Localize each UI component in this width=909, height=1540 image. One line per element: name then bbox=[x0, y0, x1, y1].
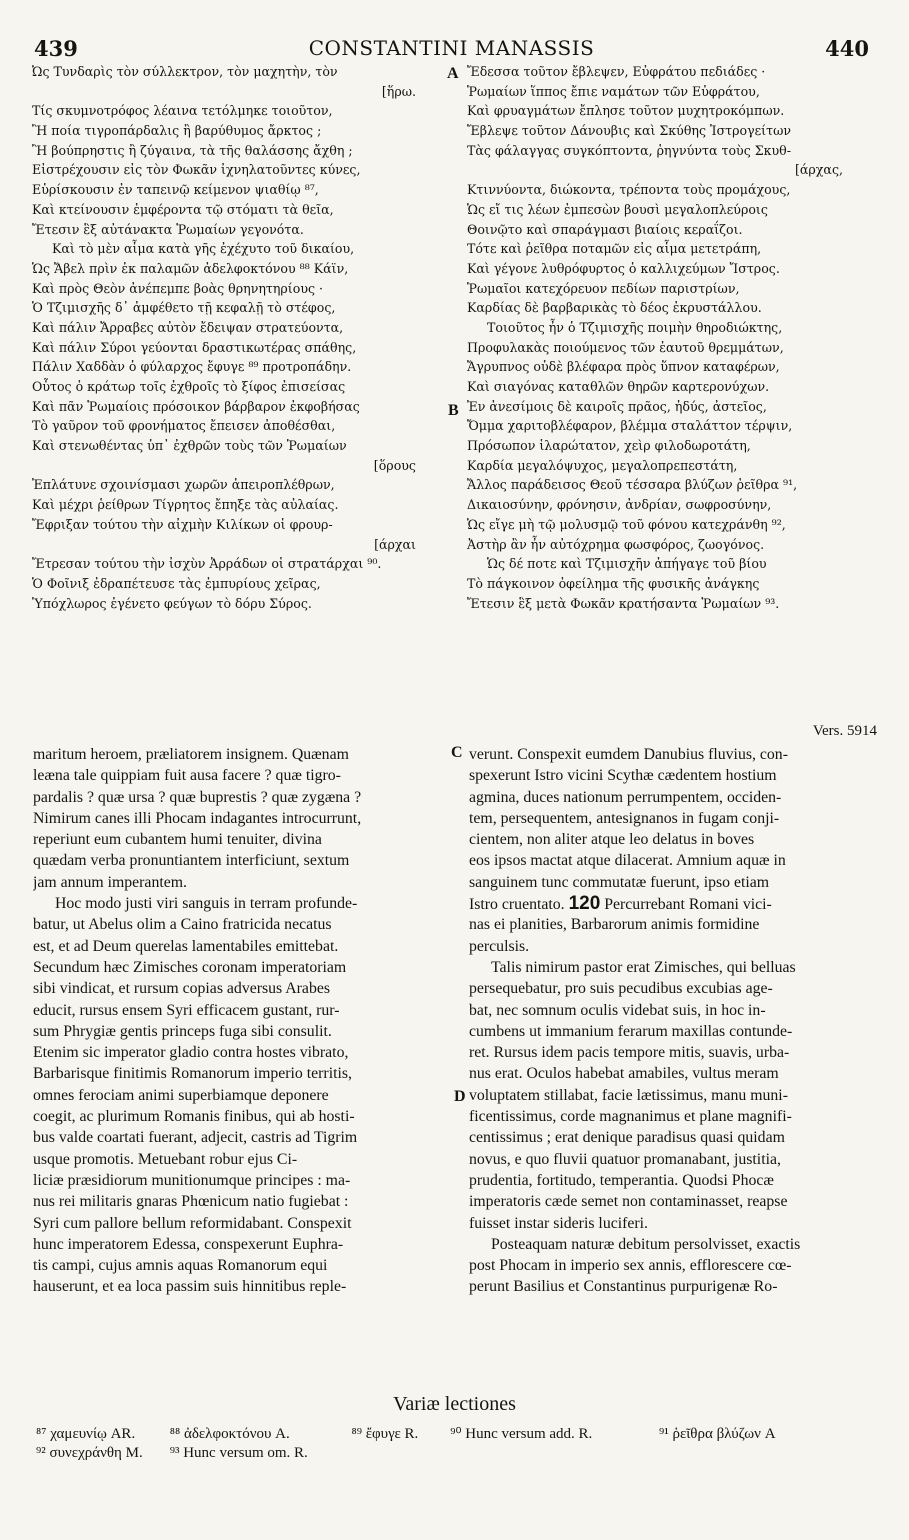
greek-line: Θοινῷτο καὶ σπαράγμασι βιαίοις κεραΐζοι. bbox=[467, 221, 743, 237]
greek-line: Καὶ πάλιν Ἄρραβες αὐτὸν ἔδειψαν στρατεύοντα, bbox=[32, 319, 344, 335]
latin-line: Talis nimirum pastor erat Zimisches, qui belluas bbox=[491, 958, 796, 976]
greek-line: Ὡς δέ ποτε καὶ Τζιμισχῆν ἀπήγαγε τοῦ βίου bbox=[487, 556, 767, 572]
greek-line: Ἔδεσσα τοῦτον ἔβλεψεν, Εὐφράτου πεδιάδες · bbox=[467, 64, 766, 79]
greek-line: Πρόσωπον ἱλαρώτατον, χεὶρ φιλοδωροτάτη, bbox=[467, 438, 751, 454]
latin-line: persequebatur, pro suis pecudibus excubias age- bbox=[469, 980, 773, 998]
latin-line: voluptatem stillabat, facie lætissimus, manu muni- bbox=[469, 1086, 788, 1104]
latin-line: nas ei planities, Barbarorum animis formidine bbox=[469, 916, 760, 934]
greek-line: Πάλιν Χαδδὰν ὁ φύλαρχος ἔφυγε ⁸⁹ προτροπάδην. bbox=[32, 359, 352, 375]
greek-line: Οὗτος ὁ κράτωρ τοῖς ἐχθροῖς τὸ ξίφος ἐπισείσας bbox=[32, 379, 346, 394]
page-number-left: 439 bbox=[34, 36, 78, 61]
greek-line: Ἐν ἀνεσίμοις δὲ καιροῖς πρᾶος, ἡδύς, ἀστεῖος, bbox=[467, 398, 767, 414]
page-number-right: 440 bbox=[825, 36, 869, 61]
column-number: 120 bbox=[568, 893, 601, 915]
latin-line: sanguinem tunc commutatæ fuerunt, ipso etiam bbox=[469, 873, 770, 891]
latin-line: Posteaquam naturæ debitum persolvisset, exactis bbox=[491, 1235, 801, 1253]
greek-line: Τὸ πάγκοινον ὀφείλημα τῆς φυσικῆς ἀνάγκης bbox=[467, 575, 760, 591]
latin-line: cumbens ut immanium ferarum maxillas contunde- bbox=[469, 1022, 793, 1040]
variant-note: ⁸⁷ χαμευνίῳ AR. bbox=[36, 1426, 136, 1442]
latin-line: sum Phrygiæ gentis princeps fuga sibi consulit. bbox=[33, 1022, 332, 1040]
greek-line: Ὡς εἴ τις λέων ἐμπεσὼν βουσὶ μεγαλοπλεύροις bbox=[467, 201, 768, 217]
latin-line: nus rei militaris gnaras Phœnicum natio fugiebat : bbox=[33, 1193, 349, 1211]
latin-line: liciæ præsidiorum munitionumque principes : ma- bbox=[33, 1171, 351, 1189]
variant-note: ⁹¹ ῥεῖθρα βλύζων A bbox=[659, 1426, 776, 1442]
latin-column-right bbox=[469, 744, 875, 1298]
greek-line: Ὄμμα χαριτοβλέφαρον, βλέμμα σταλάττον τέρψιν, bbox=[467, 418, 793, 434]
greek-line: Ἔτρεσαν τούτου τὴν ἰσχὺν Ἀρράδων οἱ στρατάρχαι ⁹⁰. bbox=[32, 556, 382, 572]
greek-line: [άρχαι bbox=[374, 536, 416, 552]
margin-marker-a: A bbox=[447, 65, 459, 82]
latin-line: pardalis ? quæ ursa ? quæ buprestis ? quæ zygæna ? bbox=[33, 788, 362, 806]
greek-line: Ἄγρυπνος οὐδὲ βλέφαρα πρὸς ὕπνον καταφέρων, bbox=[467, 359, 780, 375]
margin-marker-d: D bbox=[454, 1088, 466, 1105]
greek-line: Εὑρίσκουσιν ἐν ταπεινῷ κείμενον ψιαθίῳ ⁸⁷, bbox=[32, 182, 319, 198]
variant-notes-row-1 bbox=[36, 1424, 879, 1443]
latin-line: maritum heroem, præliatorem insignem. Quænam bbox=[33, 746, 349, 763]
latin-line: hunc imperatorem Edessa, conspexerunt Euphra- bbox=[33, 1235, 344, 1253]
latin-line: bat, nec somnum oculis videbat suis, in hoc in- bbox=[469, 1001, 766, 1019]
latin-line: ficentissimus, corde magnanimus et plane magnifi- bbox=[469, 1108, 792, 1126]
latin-line: usque promotis. Metuebant robur ejus Ci- bbox=[33, 1150, 298, 1168]
greek-line: Ἐπλάτυνε σχοινίσμασι χωρῶν ἀπειροπλέθρων, bbox=[32, 477, 335, 493]
greek-line: Τοιοῦτος ἦν ὁ Τζιμισχῆς ποιμὴν θηροδιώκτης, bbox=[487, 319, 783, 335]
greek-line: Ὡς Ἄβελ πρὶν ἐκ παλαμῶν ἀδελφοκτόνου ⁸⁸ Κάϊν, bbox=[32, 260, 349, 276]
latin-line bbox=[469, 893, 875, 914]
latin-line-fragment: Percurrebant Romani vici- bbox=[604, 896, 772, 914]
variae-lectiones-heading: Variæ lectiones bbox=[393, 1393, 516, 1415]
latin-line: eos ipsos mactat atque dilacerat. Amnium aquæ in bbox=[469, 852, 786, 870]
latin-line: perculsis. bbox=[469, 937, 530, 955]
latin-line-fragment: Istro cruentato. bbox=[469, 896, 565, 914]
greek-column-left bbox=[32, 62, 452, 613]
latin-line: quædam verba pronuntiantem interficiunt, sextum bbox=[33, 852, 350, 870]
greek-line: Τότε καὶ ῥεῖθρα ποταμῶν εἰς αἷμα μετετράπη, bbox=[467, 241, 762, 257]
latin-line: batur, ut Abelus olim a Caino fratricida necatus bbox=[33, 916, 332, 934]
greek-line: Ἔφριξαν τούτου τὴν αἰχμὴν Κιλίκων οἱ φρουρ- bbox=[32, 516, 333, 532]
latin-line: tem, persequentem, antesignanos in fugam conji- bbox=[469, 809, 780, 827]
variant-note: ⁹⁰ Hunc versum add. R. bbox=[450, 1426, 593, 1442]
greek-line: Ὁ Φοῖνιξ ἐδραπέτευσε τὰς ἐμπυρίους χεῖρας, bbox=[32, 575, 321, 591]
greek-line: Ἢ βούπρηστις ἢ ζύγαινα, τὰ τῆς θαλάσσης ἄχθη ; bbox=[32, 142, 353, 158]
variant-note: ⁹³ Hunc versum om. R. bbox=[169, 1445, 308, 1461]
latin-line: Secundum hæc Zimisches coronam imperatoriam bbox=[33, 958, 347, 976]
latin-line: reperiunt eum cubantem humi tenuiter, divina bbox=[33, 831, 322, 849]
latin-line: coegit, ac plurimum Romanis finibus, qui ab hosti- bbox=[33, 1108, 355, 1126]
greek-line: Ὠς Τυνδαρὶς τὸν σύλλεκτρον, τὸν μαχητὴν, τὸν bbox=[32, 64, 338, 79]
greek-line: Ἄλλος παράδεισος Θεοῦ τέσσαρα βλύζων ῥεῖθρα ⁹¹, bbox=[467, 477, 798, 493]
greek-line: Ὁ Τζιμισχῆς δ᾽ ἀμφέθετο τῇ κεφαλῇ τὸ στέφος, bbox=[32, 300, 336, 316]
greek-line: Τίς σκυμνοτρόφος λέαινα τετόλμηκε τοιοῦτον, bbox=[32, 103, 333, 119]
greek-line: Καὶ πρὸς Θεὸν ἀνέπεμπε βοὰς θρηνητηρίους · bbox=[32, 280, 324, 296]
greek-line: Ἢ ποία τιγροπάρδαλις ἢ βαρύθυμος ἄρκτος ; bbox=[32, 123, 322, 139]
latin-line: ret. Rursus idem pacis tempore mitis, suavis, urba- bbox=[469, 1044, 790, 1062]
latin-line: centissimus ; erat denique paradisus quasi quidam bbox=[469, 1129, 785, 1147]
greek-line: Ῥωμαῖοι κατεχόρευον πεδίων παριστρίων, bbox=[467, 280, 740, 296]
latin-line: novus, e quo fluvii quatuor promanabant, justitia, bbox=[469, 1150, 781, 1168]
greek-line: Τὸ γαῦρον τοῦ φρονήματος ἔπεισεν ἀποθέσθαι, bbox=[32, 418, 336, 434]
latin-line: verunt. Conspexit eumdem Danubius fluvius, con- bbox=[469, 746, 788, 763]
latin-line: est, et ad Deum querelas lamentabiles emittebat. bbox=[33, 937, 339, 955]
latin-line: hauserunt, et ea loca passim suis hinnitibus reple- bbox=[33, 1278, 347, 1296]
greek-line: Ἔτεσιν ἓξ αὐτάνακτα Ῥωμαίων γεγονότα. bbox=[32, 221, 304, 237]
latin-line: post Phocam in imperio sex annis, efflorescere cœ- bbox=[469, 1257, 792, 1275]
greek-line: Ἔβλεψε τοῦτον Δάνουβις καὶ Σκύθης Ἰστρογείτων bbox=[467, 123, 791, 139]
greek-line: Καὶ φρυαγμάτων ἔπλησε τοῦτον μυχητροκόμπων. bbox=[467, 103, 785, 119]
greek-line: Τὰς φάλαγγας συγκόπτοντα, ῥηγνύντα τοὺς Σκυθ- bbox=[467, 142, 792, 158]
greek-line: Προφυλακὰς ποιούμενος τῶν ἑαυτοῦ θρεμμάτων, bbox=[467, 339, 784, 355]
greek-line: Ἔτεσιν ἓξ μετὰ Φωκᾶν κρατήσαντα Ῥωμαίων ⁹³. bbox=[467, 595, 780, 611]
variant-note: ⁹² συνεχράνθη M. bbox=[36, 1445, 143, 1461]
latin-line: sibi vindicat, et rursum copias adversus Arabes bbox=[33, 980, 331, 998]
greek-line: Κτιννύοντα, διώκοντα, τρέποντα τοὺς προμάχους, bbox=[467, 182, 791, 198]
latin-line: nus erat. Oculos habebat amabiles, vultus meram bbox=[469, 1065, 779, 1083]
running-header bbox=[34, 36, 869, 62]
margin-marker-c: C bbox=[451, 744, 463, 761]
greek-line: Καὶ μέχρι ῥείθρων Τίγρητος ἔπηξε τὰς αὐλαίας. bbox=[32, 497, 339, 513]
latin-line: omnes ferociam animi superbiamque deponere bbox=[33, 1086, 329, 1104]
greek-line: [ὅρους bbox=[373, 457, 416, 473]
greek-line: Καὶ τὸ μὲν αἷμα κατὰ γῆς ἐχέχυτο τοῦ δικαίου, bbox=[52, 241, 355, 257]
latin-line: Syri cum pallore bellum reformidabant. Conspexit bbox=[33, 1214, 352, 1232]
greek-line: Ὑπόχλωρος ἐγένετο φεύγων τὸ δόρυ Σύρος. bbox=[32, 595, 312, 611]
greek-line: Δικαιοσύνην, φρόνησιν, ἀνδρίαν, σωφροσύνην, bbox=[467, 497, 772, 513]
greek-line: Καὶ πάλιν Σύροι γεύονται δραστικωτέρας σπάθης, bbox=[32, 339, 357, 355]
greek-column-right bbox=[467, 62, 879, 613]
greek-line: Καὶ πᾶν Ῥωμαίοις πρόσοικον βάρβαρον ἐκφοβήσας bbox=[32, 398, 360, 414]
latin-line: Nimirum canes illi Phocam indagantes introcurrunt, bbox=[33, 809, 362, 827]
margin-marker-b: B bbox=[448, 402, 459, 419]
latin-line: perunt Basilius et Constantinus purpurigenæ Ro- bbox=[469, 1278, 778, 1296]
latin-line: Barbarisque finitimis Romanorum imperio territis, bbox=[33, 1065, 352, 1083]
greek-line: Καὶ στενωθέντας ὑπ᾽ ἐχθρῶν τοὺς τῶν Ῥωμαίων bbox=[32, 438, 347, 454]
latin-line: spexerunt Istro vicini Scythæ cædentem hostium bbox=[469, 767, 777, 785]
greek-line: Ῥωμαίων ἵππος ἔπιε ναμάτων τῶν Εὐφράτου, bbox=[467, 83, 760, 99]
variant-note: ⁸⁸ ἀδελφοκτόνου A. bbox=[169, 1426, 290, 1442]
latin-line: educit, rursus ensem Syri efficacem gustant, rur- bbox=[33, 1001, 340, 1019]
greek-line: Καὶ σιαγόνας καταθλῶν θηρῶν καρτερονύχων. bbox=[467, 379, 770, 394]
latin-line: Hoc modo justi viri sanguis in terram profunde- bbox=[55, 895, 358, 913]
latin-line: tis campi, cujus amnis aquas Romanorum equi bbox=[33, 1257, 328, 1275]
variant-note: ⁸⁹ ἔφυγε R. bbox=[351, 1426, 419, 1442]
verse-number: Vers. 5914 bbox=[812, 723, 877, 739]
latin-line: jam annum imperantem. bbox=[33, 873, 187, 891]
greek-line: Καρδίας δὲ βαρβαρικὰς τὸ δέος ἐκρυστάλλου. bbox=[467, 300, 762, 316]
greek-line: Καὶ γέγονε λυθρόφυρτος ὁ καλλιχεύμων Ἴστρος. bbox=[467, 260, 780, 276]
latin-line: imperatoris cæde semet non contaminasset, reapse bbox=[469, 1193, 788, 1211]
greek-line: Ὡς εἴγε μὴ τῷ μολυσμῷ τοῦ φόνου κατεχράνθη ⁹², bbox=[467, 516, 786, 532]
latin-line: Etenim sic imperator gladio contra hostes vibrato, bbox=[33, 1044, 349, 1062]
latin-line: cientem, non aliter atque leo delatus in boves bbox=[469, 831, 755, 849]
greek-line: [ἥρω. bbox=[381, 83, 416, 99]
latin-line: leæna tale quippiam fuit ausa facere ? quæ tigro- bbox=[33, 767, 341, 785]
latin-line: bus valde coartati fuerant, adjecit, castris ad Tigrim bbox=[33, 1129, 358, 1147]
greek-line: [άρχας, bbox=[794, 162, 843, 178]
running-title: CONSTANTINI MANASSIS bbox=[308, 36, 595, 60]
greek-line: Καὶ κτείνουσιν ἐμφέροντα τῷ στόματι τὰ θεῖα, bbox=[32, 201, 334, 217]
latin-line: fuisset instar sideris luciferi. bbox=[469, 1214, 648, 1232]
greek-line: Εἰστρέχουσιν εἰς τὸν Φωκᾶν ἰχνηλατοῦντες κύνες, bbox=[32, 162, 361, 178]
latin-column-left bbox=[33, 744, 451, 1298]
latin-line: prudentia, fortitudo, temperantia. Quodsi Phocæ bbox=[469, 1171, 774, 1189]
latin-line: agmina, duces nationum perrumpentem, occiden- bbox=[469, 788, 782, 806]
greek-line: Ἀστὴρ ἂν ἦν αὐτόχρημα φωσφόρος, ζωογόνος. bbox=[467, 536, 765, 552]
variant-notes-row-2 bbox=[36, 1445, 879, 1462]
greek-line: Καρδία μεγαλόψυχος, μεγαλοπρεπεστάτη, bbox=[467, 457, 738, 473]
